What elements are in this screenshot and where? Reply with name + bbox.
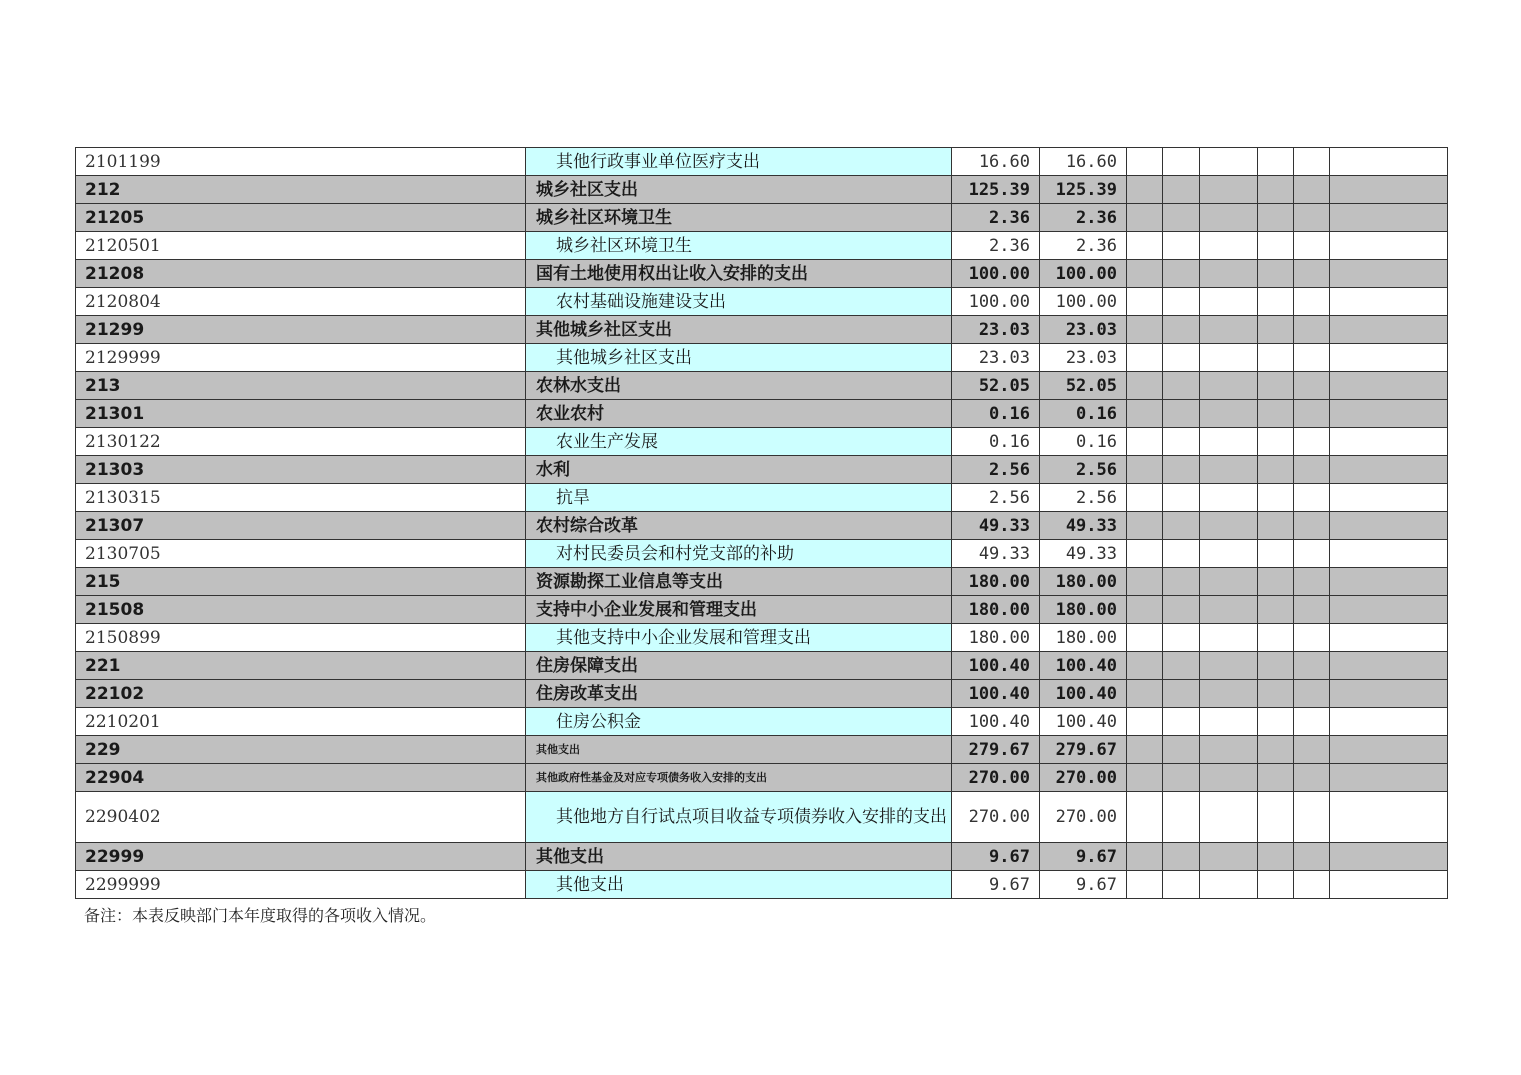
empty-cell [1258, 871, 1294, 899]
amount-total-cell: 279.67 [952, 736, 1040, 764]
subject-name-cell: 城乡社区支出 [526, 176, 952, 204]
amount-appropriation-cell: 0.16 [1040, 428, 1127, 456]
empty-cell [1294, 400, 1330, 428]
empty-cell [1200, 680, 1258, 708]
subject-name-cell: 农业农村 [526, 400, 952, 428]
table-row-item [76, 428, 1448, 456]
amount-appropriation-cell: 100.40 [1040, 708, 1127, 736]
empty-cell [1200, 456, 1258, 484]
empty-cell [1163, 624, 1200, 652]
table-row-item [76, 540, 1448, 568]
empty-cell [1258, 843, 1294, 871]
empty-cell [1163, 232, 1200, 260]
empty-cell [1163, 792, 1200, 843]
empty-cell [1163, 316, 1200, 344]
budget-table-body [76, 148, 1448, 899]
empty-cell [1127, 680, 1163, 708]
empty-cell [1330, 484, 1448, 512]
empty-cell [1163, 764, 1200, 792]
empty-cell [1200, 484, 1258, 512]
empty-cell [1127, 792, 1163, 843]
table-row-item [76, 624, 1448, 652]
table-row-item [76, 288, 1448, 316]
empty-cell [1127, 843, 1163, 871]
empty-cell [1294, 736, 1330, 764]
subject-code-cell: 212 [76, 176, 526, 204]
subject-code-cell: 2290402 [76, 792, 526, 843]
amount-appropriation-cell: 125.39 [1040, 176, 1127, 204]
empty-cell [1330, 148, 1448, 176]
empty-cell [1294, 484, 1330, 512]
empty-cell [1294, 260, 1330, 288]
empty-cell [1294, 652, 1330, 680]
empty-cell [1330, 652, 1448, 680]
empty-cell [1330, 792, 1448, 843]
subject-name-cell: 其他支持中小企业发展和管理支出 [526, 624, 952, 652]
empty-cell [1200, 232, 1258, 260]
empty-cell [1163, 456, 1200, 484]
amount-appropriation-cell: 100.40 [1040, 652, 1127, 680]
empty-cell [1127, 484, 1163, 512]
subject-code-cell: 21303 [76, 456, 526, 484]
empty-cell [1163, 484, 1200, 512]
amount-appropriation-cell: 52.05 [1040, 372, 1127, 400]
amount-total-cell: 2.36 [952, 204, 1040, 232]
amount-appropriation-cell: 2.56 [1040, 456, 1127, 484]
table-row-group [76, 176, 1448, 204]
empty-cell [1294, 204, 1330, 232]
empty-cell [1200, 428, 1258, 456]
empty-cell [1163, 680, 1200, 708]
amount-total-cell: 52.05 [952, 372, 1040, 400]
amount-appropriation-cell: 180.00 [1040, 568, 1127, 596]
subject-name-cell: 城乡社区环境卫生 [526, 204, 952, 232]
table-row-item [76, 871, 1448, 899]
subject-name-cell: 资源勘探工业信息等支出 [526, 568, 952, 596]
empty-cell [1258, 260, 1294, 288]
table-row-group [76, 316, 1448, 344]
empty-cell [1200, 736, 1258, 764]
amount-total-cell: 180.00 [952, 568, 1040, 596]
empty-cell [1330, 316, 1448, 344]
amount-appropriation-cell: 270.00 [1040, 764, 1127, 792]
empty-cell [1258, 792, 1294, 843]
empty-cell [1330, 736, 1448, 764]
empty-cell [1200, 288, 1258, 316]
empty-cell [1258, 624, 1294, 652]
table-row-group [76, 764, 1448, 792]
subject-name-cell: 其他支出 [526, 871, 952, 899]
amount-appropriation-cell: 180.00 [1040, 596, 1127, 624]
amount-total-cell: 2.36 [952, 232, 1040, 260]
amount-total-cell: 2.56 [952, 484, 1040, 512]
empty-cell [1330, 843, 1448, 871]
table-row-item [76, 484, 1448, 512]
empty-cell [1294, 316, 1330, 344]
subject-code-cell: 2210201 [76, 708, 526, 736]
empty-cell [1127, 568, 1163, 596]
empty-cell [1330, 568, 1448, 596]
empty-cell [1127, 428, 1163, 456]
empty-cell [1294, 344, 1330, 372]
empty-cell [1127, 512, 1163, 540]
table-row-group [76, 568, 1448, 596]
empty-cell [1258, 568, 1294, 596]
subject-code-cell: 21508 [76, 596, 526, 624]
amount-appropriation-cell: 23.03 [1040, 344, 1127, 372]
amount-total-cell: 9.67 [952, 843, 1040, 871]
subject-name-cell: 住房公积金 [526, 708, 952, 736]
subject-code-cell: 2130315 [76, 484, 526, 512]
empty-cell [1294, 232, 1330, 260]
empty-cell [1127, 708, 1163, 736]
empty-cell [1258, 736, 1294, 764]
subject-code-cell: 21299 [76, 316, 526, 344]
subject-name-cell: 其他政府性基金及对应专项债务收入安排的支出 [526, 764, 952, 792]
empty-cell [1294, 680, 1330, 708]
amount-total-cell: 9.67 [952, 871, 1040, 899]
subject-name-cell: 支持中小企业发展和管理支出 [526, 596, 952, 624]
empty-cell [1163, 736, 1200, 764]
subject-name-cell: 住房改革支出 [526, 680, 952, 708]
empty-cell [1294, 176, 1330, 204]
empty-cell [1127, 764, 1163, 792]
empty-cell [1127, 540, 1163, 568]
empty-cell [1127, 260, 1163, 288]
empty-cell [1163, 871, 1200, 899]
empty-cell [1200, 540, 1258, 568]
subject-code-cell: 213 [76, 372, 526, 400]
empty-cell [1163, 176, 1200, 204]
empty-cell [1330, 680, 1448, 708]
empty-cell [1330, 708, 1448, 736]
empty-cell [1127, 148, 1163, 176]
empty-cell [1200, 652, 1258, 680]
subject-code-cell: 2129999 [76, 344, 526, 372]
table-row-group [76, 400, 1448, 428]
empty-cell [1200, 204, 1258, 232]
amount-appropriation-cell: 100.00 [1040, 288, 1127, 316]
empty-cell [1330, 400, 1448, 428]
empty-cell [1200, 176, 1258, 204]
amount-appropriation-cell: 180.00 [1040, 624, 1127, 652]
empty-cell [1200, 512, 1258, 540]
empty-cell [1163, 400, 1200, 428]
empty-cell [1258, 372, 1294, 400]
subject-name-cell: 水利 [526, 456, 952, 484]
empty-cell [1258, 428, 1294, 456]
empty-cell [1200, 344, 1258, 372]
empty-cell [1330, 204, 1448, 232]
table-row-group [76, 260, 1448, 288]
empty-cell [1330, 260, 1448, 288]
empty-cell [1200, 843, 1258, 871]
table-row-group [76, 736, 1448, 764]
empty-cell [1330, 232, 1448, 260]
amount-appropriation-cell: 9.67 [1040, 871, 1127, 899]
subject-code-cell: 221 [76, 652, 526, 680]
empty-cell [1258, 596, 1294, 624]
empty-cell [1200, 596, 1258, 624]
amount-total-cell: 180.00 [952, 624, 1040, 652]
empty-cell [1127, 204, 1163, 232]
empty-cell [1258, 512, 1294, 540]
empty-cell [1127, 596, 1163, 624]
empty-cell [1258, 316, 1294, 344]
amount-total-cell: 23.03 [952, 344, 1040, 372]
amount-total-cell: 125.39 [952, 176, 1040, 204]
empty-cell [1200, 708, 1258, 736]
empty-cell [1163, 708, 1200, 736]
empty-cell [1163, 843, 1200, 871]
subject-code-cell: 2101199 [76, 148, 526, 176]
empty-cell [1127, 456, 1163, 484]
empty-cell [1294, 540, 1330, 568]
amount-total-cell: 100.40 [952, 652, 1040, 680]
empty-cell [1163, 260, 1200, 288]
table-row-group [76, 652, 1448, 680]
empty-cell [1163, 596, 1200, 624]
empty-cell [1127, 871, 1163, 899]
amount-total-cell: 0.16 [952, 428, 1040, 456]
subject-name-cell: 农村基础设施建设支出 [526, 288, 952, 316]
amount-total-cell: 100.40 [952, 680, 1040, 708]
empty-cell [1163, 344, 1200, 372]
empty-cell [1200, 148, 1258, 176]
subject-name-cell: 住房保障支出 [526, 652, 952, 680]
empty-cell [1330, 428, 1448, 456]
subject-name-cell: 农村综合改革 [526, 512, 952, 540]
empty-cell [1330, 288, 1448, 316]
table-row-item [76, 792, 1448, 843]
table-row-group [76, 512, 1448, 540]
empty-cell [1200, 568, 1258, 596]
subject-code-cell: 21307 [76, 512, 526, 540]
empty-cell [1294, 764, 1330, 792]
subject-name-cell: 农林水支出 [526, 372, 952, 400]
subject-name-cell: 其他支出 [526, 843, 952, 871]
amount-appropriation-cell: 100.40 [1040, 680, 1127, 708]
empty-cell [1200, 764, 1258, 792]
table-row-group [76, 843, 1448, 871]
empty-cell [1127, 344, 1163, 372]
empty-cell [1200, 260, 1258, 288]
amount-appropriation-cell: 2.56 [1040, 484, 1127, 512]
table-row-item [76, 708, 1448, 736]
subject-name-cell: 对村民委员会和村党支部的补助 [526, 540, 952, 568]
empty-cell [1294, 568, 1330, 596]
table-row-group [76, 456, 1448, 484]
empty-cell [1330, 512, 1448, 540]
empty-cell [1258, 484, 1294, 512]
empty-cell [1294, 596, 1330, 624]
empty-cell [1294, 512, 1330, 540]
subject-code-cell: 21205 [76, 204, 526, 232]
empty-cell [1258, 708, 1294, 736]
empty-cell [1127, 624, 1163, 652]
empty-cell [1127, 288, 1163, 316]
subject-code-cell: 22999 [76, 843, 526, 871]
empty-cell [1294, 288, 1330, 316]
amount-total-cell: 180.00 [952, 596, 1040, 624]
empty-cell [1258, 456, 1294, 484]
amount-appropriation-cell: 270.00 [1040, 792, 1127, 843]
table-row-group [76, 596, 1448, 624]
amount-appropriation-cell: 279.67 [1040, 736, 1127, 764]
subject-code-cell: 22102 [76, 680, 526, 708]
empty-cell [1163, 428, 1200, 456]
empty-cell [1258, 176, 1294, 204]
empty-cell [1127, 736, 1163, 764]
amount-appropriation-cell: 100.00 [1040, 260, 1127, 288]
subject-name-cell: 城乡社区环境卫生 [526, 232, 952, 260]
table-row-item [76, 344, 1448, 372]
empty-cell [1258, 344, 1294, 372]
empty-cell [1200, 400, 1258, 428]
amount-total-cell: 100.00 [952, 260, 1040, 288]
empty-cell [1163, 540, 1200, 568]
empty-cell [1258, 148, 1294, 176]
empty-cell [1330, 764, 1448, 792]
subject-code-cell: 22904 [76, 764, 526, 792]
empty-cell [1258, 288, 1294, 316]
empty-cell [1200, 316, 1258, 344]
subject-name-cell: 其他城乡社区支出 [526, 344, 952, 372]
empty-cell [1258, 652, 1294, 680]
table-row-group [76, 204, 1448, 232]
empty-cell [1294, 871, 1330, 899]
amount-appropriation-cell: 23.03 [1040, 316, 1127, 344]
amount-appropriation-cell: 0.16 [1040, 400, 1127, 428]
empty-cell [1163, 148, 1200, 176]
empty-cell [1163, 512, 1200, 540]
subject-code-cell: 2130122 [76, 428, 526, 456]
subject-name-cell: 抗旱 [526, 484, 952, 512]
empty-cell [1330, 456, 1448, 484]
empty-cell [1330, 871, 1448, 899]
empty-cell [1330, 624, 1448, 652]
amount-total-cell: 23.03 [952, 316, 1040, 344]
amount-appropriation-cell: 16.60 [1040, 148, 1127, 176]
empty-cell [1258, 400, 1294, 428]
subject-code-cell: 21208 [76, 260, 526, 288]
subject-code-cell: 2150899 [76, 624, 526, 652]
amount-total-cell: 100.40 [952, 708, 1040, 736]
subject-name-cell: 其他城乡社区支出 [526, 316, 952, 344]
empty-cell [1127, 232, 1163, 260]
subject-code-cell: 229 [76, 736, 526, 764]
subject-code-cell: 215 [76, 568, 526, 596]
empty-cell [1127, 316, 1163, 344]
empty-cell [1330, 344, 1448, 372]
empty-cell [1294, 843, 1330, 871]
empty-cell [1258, 540, 1294, 568]
empty-cell [1294, 624, 1330, 652]
budget-table [75, 147, 1448, 899]
empty-cell [1127, 400, 1163, 428]
empty-cell [1127, 176, 1163, 204]
empty-cell [1330, 176, 1448, 204]
empty-cell [1294, 148, 1330, 176]
amount-total-cell: 16.60 [952, 148, 1040, 176]
subject-code-cell: 21301 [76, 400, 526, 428]
amount-total-cell: 100.00 [952, 288, 1040, 316]
empty-cell [1258, 204, 1294, 232]
amount-total-cell: 49.33 [952, 512, 1040, 540]
empty-cell [1127, 372, 1163, 400]
empty-cell [1330, 372, 1448, 400]
empty-cell [1200, 372, 1258, 400]
empty-cell [1258, 232, 1294, 260]
amount-appropriation-cell: 49.33 [1040, 540, 1127, 568]
table-row-item [76, 232, 1448, 260]
subject-code-cell: 2120804 [76, 288, 526, 316]
empty-cell [1200, 792, 1258, 843]
empty-cell [1294, 428, 1330, 456]
subject-code-cell: 2130705 [76, 540, 526, 568]
subject-name-cell: 国有土地使用权出让收入安排的支出 [526, 260, 952, 288]
amount-total-cell: 0.16 [952, 400, 1040, 428]
empty-cell [1294, 792, 1330, 843]
amount-appropriation-cell: 49.33 [1040, 512, 1127, 540]
empty-cell [1258, 680, 1294, 708]
empty-cell [1294, 372, 1330, 400]
budget-table-container [75, 147, 1447, 899]
empty-cell [1330, 540, 1448, 568]
subject-name-cell: 农业生产发展 [526, 428, 952, 456]
table-row-item [76, 148, 1448, 176]
empty-cell [1163, 568, 1200, 596]
amount-total-cell: 270.00 [952, 792, 1040, 843]
amount-total-cell: 2.56 [952, 456, 1040, 484]
subject-code-cell: 2299999 [76, 871, 526, 899]
empty-cell [1330, 596, 1448, 624]
footnote: 备注：本表反映部门本年度取得的各项收入情况。 [84, 906, 437, 925]
subject-name-cell: 其他行政事业单位医疗支出 [526, 148, 952, 176]
empty-cell [1294, 456, 1330, 484]
empty-cell [1258, 764, 1294, 792]
amount-appropriation-cell: 2.36 [1040, 204, 1127, 232]
empty-cell [1294, 708, 1330, 736]
empty-cell [1163, 204, 1200, 232]
subject-name-cell: 其他地方自行试点项目收益专项债券收入安排的支出 [526, 792, 952, 843]
empty-cell [1200, 871, 1258, 899]
empty-cell [1127, 652, 1163, 680]
amount-appropriation-cell: 9.67 [1040, 843, 1127, 871]
empty-cell [1163, 288, 1200, 316]
subject-name-cell: 其他支出 [526, 736, 952, 764]
amount-total-cell: 270.00 [952, 764, 1040, 792]
amount-total-cell: 49.33 [952, 540, 1040, 568]
empty-cell [1163, 372, 1200, 400]
empty-cell [1200, 624, 1258, 652]
empty-cell [1163, 652, 1200, 680]
table-row-group [76, 372, 1448, 400]
amount-appropriation-cell: 2.36 [1040, 232, 1127, 260]
subject-code-cell: 2120501 [76, 232, 526, 260]
table-row-group [76, 680, 1448, 708]
